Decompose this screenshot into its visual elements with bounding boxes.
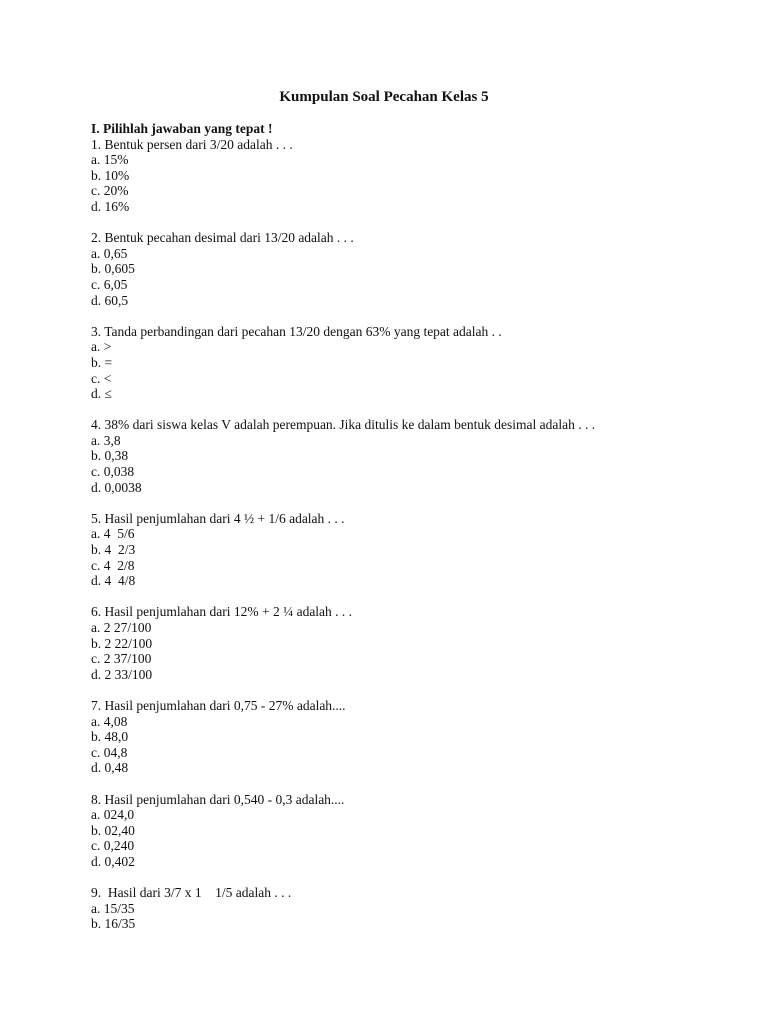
option-b: b. 0,38 [91,448,129,464]
question-4 [91,417,711,495]
option-a: a. 15/35 [91,900,135,916]
question-2 [91,230,711,308]
option-c: c. 4 2/8 [91,557,135,573]
option-b: b. 4 2/3 [91,542,136,558]
question-text: 6. Hasil penjumlahan dari 12% + 2 ¼ adalah . . . [91,604,353,620]
option-b: b. 48,0 [91,729,129,745]
option-a: a. 0,65 [91,245,128,261]
question-text: 3. Tanda perbandingan dari pecahan 13/20 dengan 63% yang tepat adalah . . [91,323,502,339]
option-c: c. 04,8 [91,744,128,760]
question-text: 7. Hasil penjumlahan dari 0,75 - 27% adalah.... [91,697,346,713]
option-a: a. 2 27/100 [91,620,152,635]
option-b: b. 16/35 [91,916,136,932]
option-d: d. 0,48 [91,760,129,776]
option-d: d. 0,0038 [91,479,142,495]
option-c: c. 2 37/100 [91,651,152,667]
page-title: Kumpulan Soal Pecahan Kelas 5 [279,89,489,105]
option-a: a. 4 5/6 [91,526,135,542]
option-a: a. > [91,339,112,355]
question-text: 4. 38% dari siswa kelas V adalah perempuan. Jika ditulis ke dalam bentuk desimal adalah . . . [91,417,596,433]
question-3 [91,324,711,402]
option-a: a. 15% [91,152,129,168]
question-8 [91,792,711,870]
question-list [91,121,711,947]
option-c: c. 0,038 [91,464,135,480]
option-b: b. 0,605 [91,261,135,277]
question-9 [91,885,711,932]
option-b: b. 2 22/100 [91,635,153,651]
question-text: 2. Bentuk pecahan desimal dari 13/20 adalah . . . [91,230,354,246]
option-c: c. 0,240 [91,838,135,854]
option-d: d. 0,402 [91,853,135,869]
question-7 [91,698,711,776]
option-b: b. 10% [91,167,130,183]
option-a: a. 3,8 [91,432,121,448]
option-a: a. 024,0 [91,807,135,823]
option-b: b. 02,40 [91,822,135,838]
option-d: d. ≤ [91,386,112,402]
option-d: d. 4 4/8 [91,573,136,589]
instruction-text: I. Pilihlah jawaban yang tepat ! [91,121,273,136]
question-1 [91,137,711,215]
question-text: 1. Bentuk persen dari 3/20 adalah . . . [91,136,293,152]
question-text: 5. Hasil penjumlahan dari 4 ½ + 1/6 adalah . . . [91,510,345,526]
option-b: b. = [91,354,113,370]
option-c: c. 20% [91,183,129,199]
option-c: c. 6,05 [91,276,128,292]
question-5 [91,511,711,589]
question-text: 8. Hasil penjumlahan dari 0,540 - 0,3 adalah.... [91,791,345,807]
option-c: c. < [91,370,112,386]
option-a: a. 4,08 [91,713,128,729]
option-d: d. 60,5 [91,292,129,308]
question-6 [91,604,711,682]
option-d: d. 2 33/100 [91,666,153,682]
option-d: d. 16% [91,198,130,214]
question-text: 9. Hasil dari 3/7 x 1 1/5 adalah . . . [91,885,292,901]
